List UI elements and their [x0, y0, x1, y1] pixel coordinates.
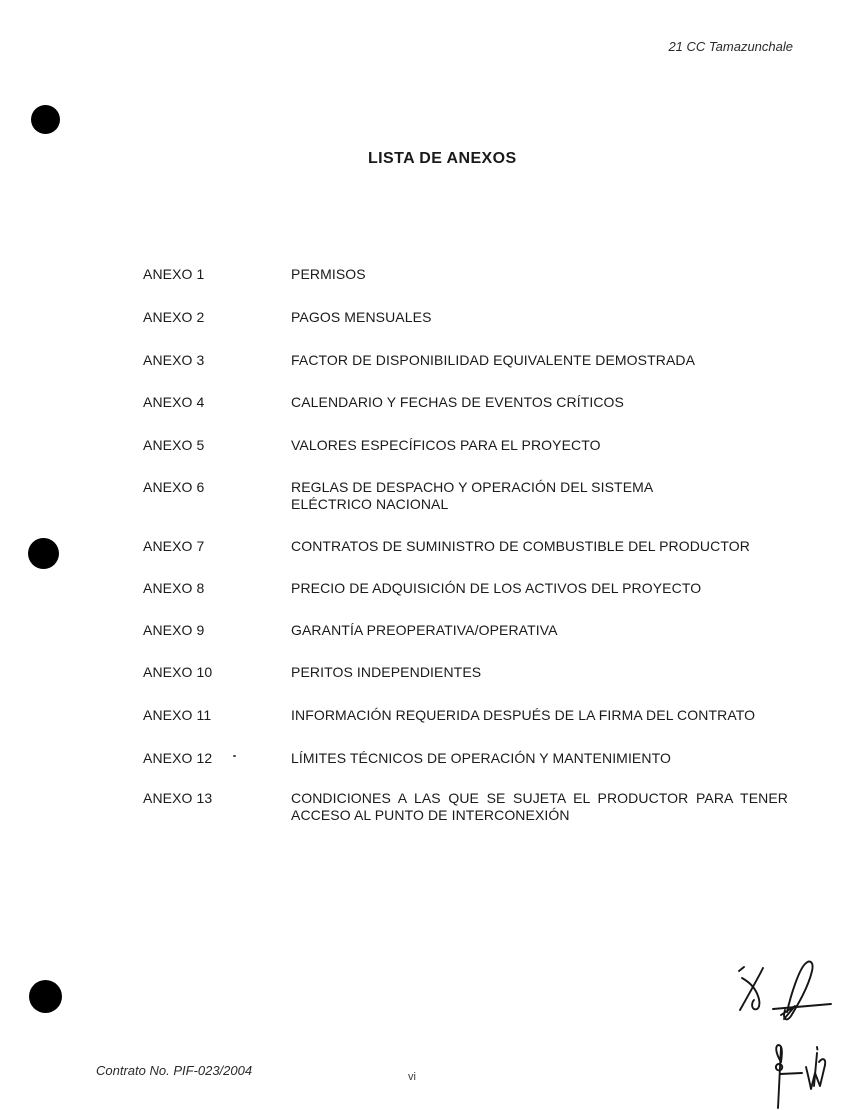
annex-title: CALENDARIO Y FECHAS DE EVENTOS CRÍTICOS — [291, 394, 624, 410]
annex-label: ANEXO 8 — [143, 580, 205, 596]
signature-initials-icon — [745, 1038, 850, 1110]
annex-title: GARANTÍA PREOPERATIVA/OPERATIVA — [291, 622, 558, 638]
signature-initials-icon — [725, 952, 850, 1034]
punch-hole-icon — [31, 105, 60, 134]
annex-label: ANEXO 1 — [143, 266, 205, 282]
annex-label: ANEXO 2 — [143, 309, 205, 325]
annex-title: PRECIO DE ADQUISICIÓN DE LOS ACTIVOS DEL PROYECTO — [291, 580, 702, 596]
annex-label: ANEXO 10 — [143, 664, 213, 680]
annex-title: PERMISOS — [291, 266, 366, 282]
annex-title: VALORES ESPECÍFICOS PARA EL PROYECTO — [291, 437, 601, 453]
annex-label: ANEXO 5 — [143, 437, 205, 453]
scan-artifact-dot — [233, 755, 236, 757]
annex-title: PAGOS MENSUALES — [291, 309, 432, 325]
page-title: LISTA DE ANEXOS — [368, 150, 517, 167]
annex-title: REGLAS DE DESPACHO Y OPERACIÓN DEL SISTEMA ELÉCTRICO NACIONAL — [291, 479, 653, 512]
annex-title: PERITOS INDEPENDIENTES — [291, 664, 482, 680]
annex-label: ANEXO 9 — [143, 622, 205, 638]
annex-label: ANEXO 11 — [143, 707, 212, 723]
annex-label: ANEXO 7 — [143, 538, 205, 554]
annex-title: CONTRATOS DE SUMINISTRO DE COMBUSTIBLE DEL PRODUCTOR — [291, 538, 750, 554]
annex-title: LÍMITES TÉCNICOS DE OPERACIÓN Y MANTENIMIENTO — [291, 750, 671, 766]
page-number: vi — [408, 1071, 416, 1083]
annex-title: CONDICIONES A LAS QUE SE SUJETA EL PRODUCTOR PARA TENER ACCESO AL PUNTO DE INTERCONEXIÓN — [291, 790, 788, 823]
annex-label: ANEXO 3 — [143, 352, 205, 368]
punch-hole-icon — [28, 538, 59, 569]
annex-label: ANEXO 4 — [143, 394, 205, 410]
header-project-name: 21 CC Tamazunchale — [668, 39, 793, 54]
annex-label: ANEXO 13 — [143, 790, 213, 806]
annex-title: INFORMACIÓN REQUERIDA DESPUÉS DE LA FIRMA DEL CONTRATO — [291, 707, 756, 723]
annex-title: FACTOR DE DISPONIBILIDAD EQUIVALENTE DEMOSTRADA — [291, 352, 696, 368]
annex-label: ANEXO 12 — [143, 750, 213, 766]
footer-contract-number: Contrato No. PIF-023/2004 — [96, 1063, 253, 1078]
annex-label: ANEXO 6 — [143, 479, 205, 495]
punch-hole-icon — [29, 980, 62, 1013]
